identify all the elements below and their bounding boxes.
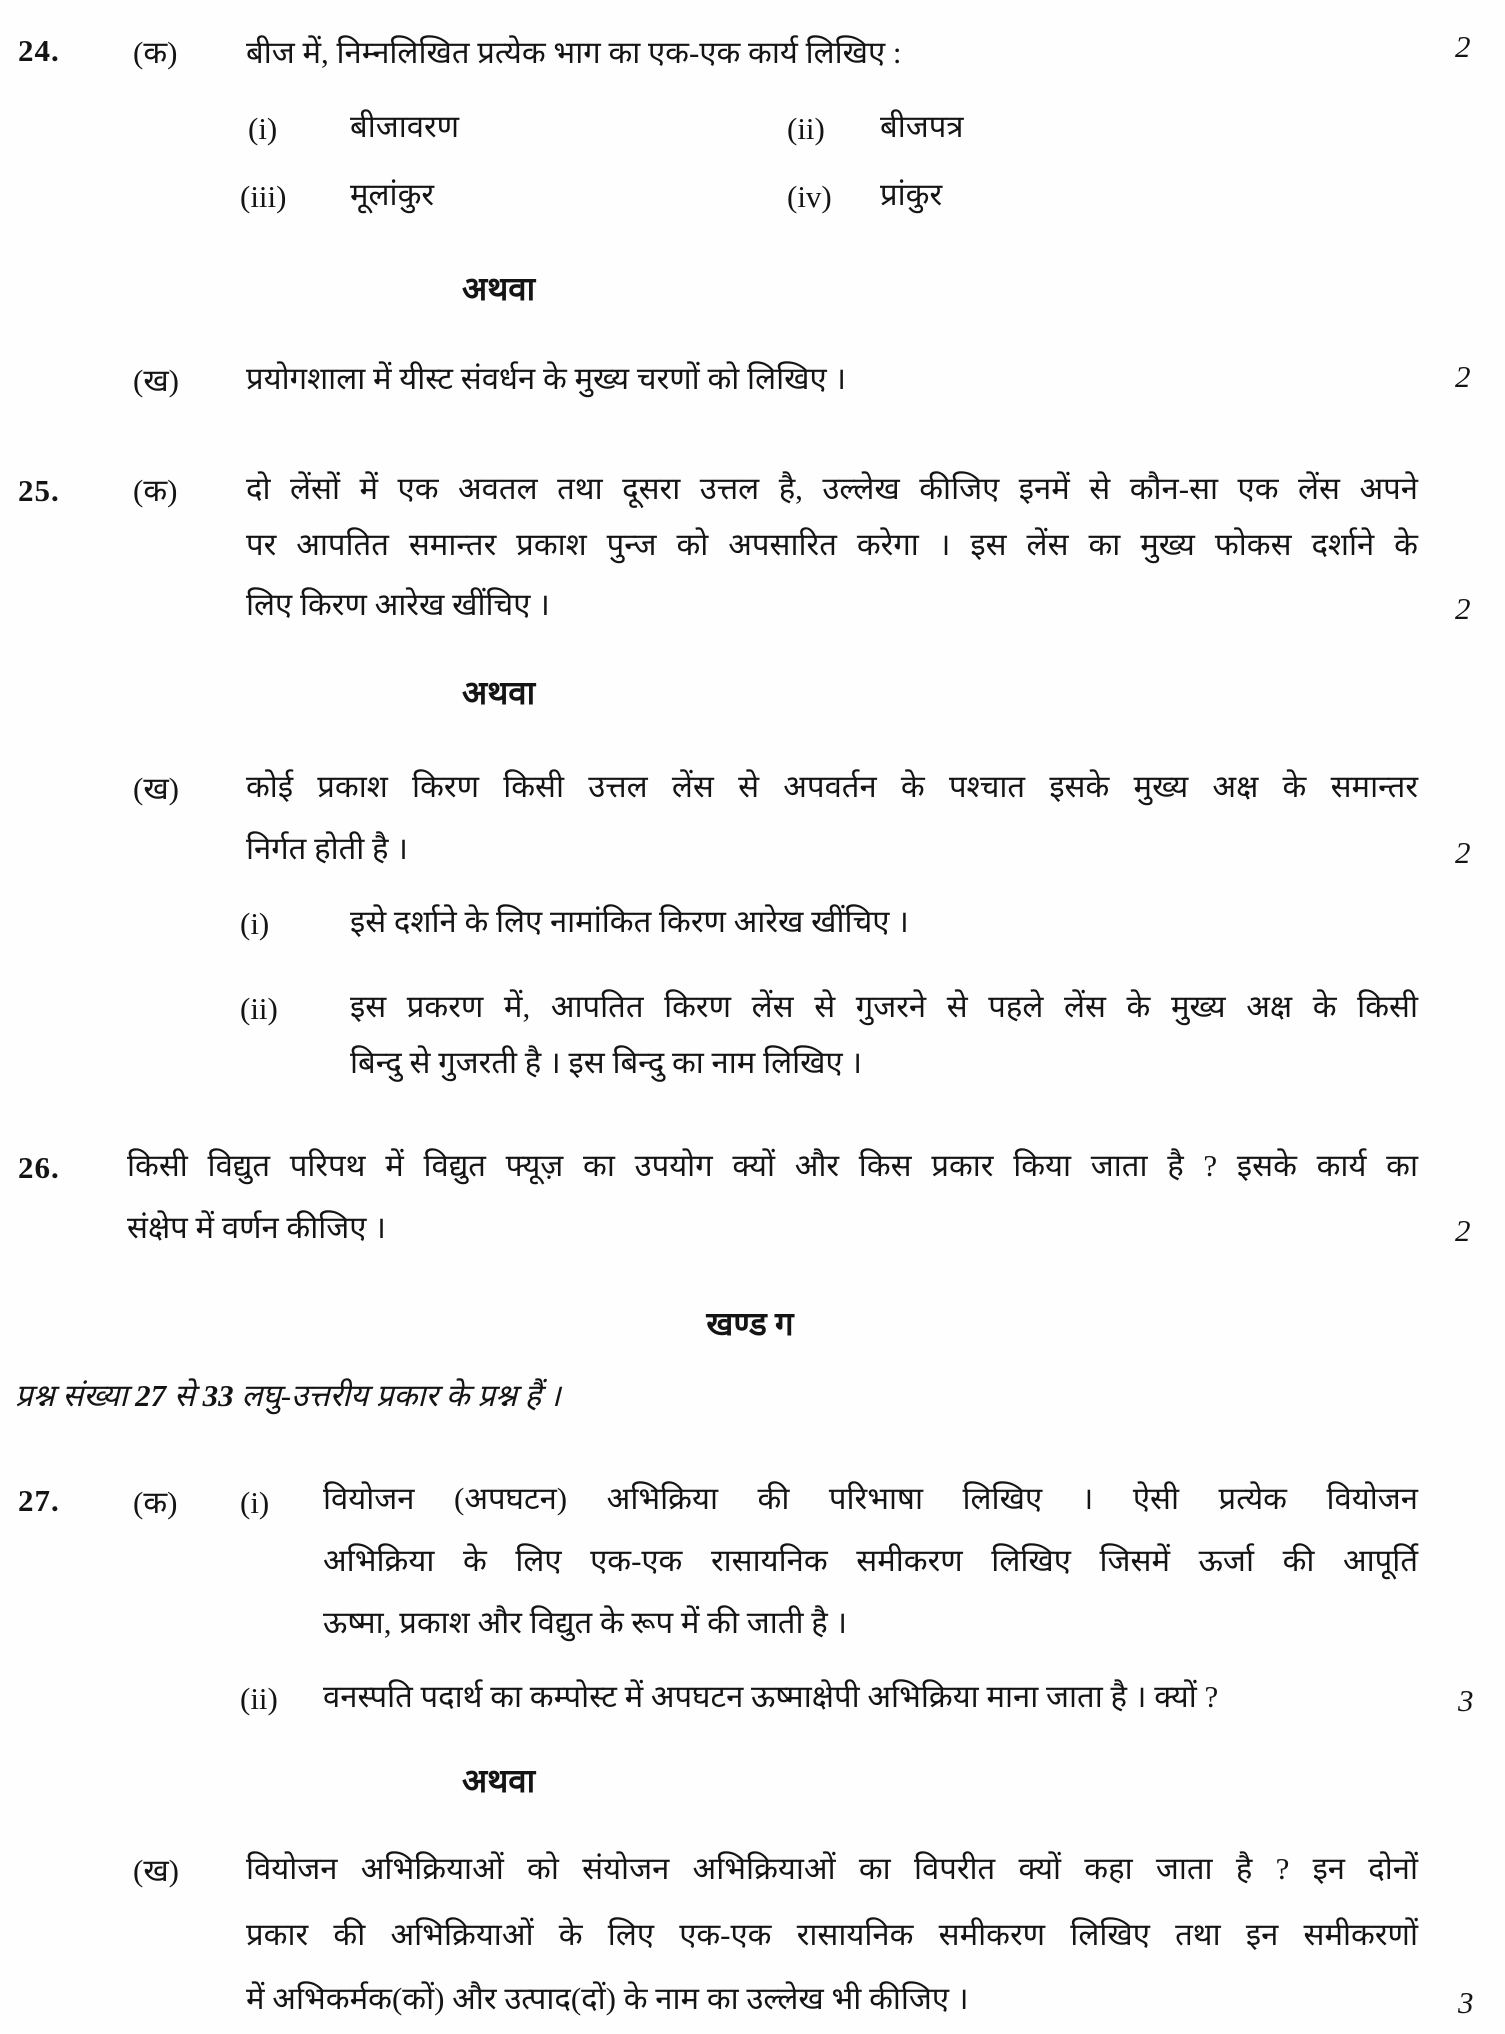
question-24a-text: बीज में, निम्नलिखित प्रत्येक भाग का एक-एक कार्य लिखिए : (246, 35, 902, 70)
section-note (15, 1375, 561, 1417)
question-25a-line3: लिए किरण आरेख खींचिए । (246, 587, 550, 622)
q25b-item-i-text: इसे दर्शाने के लिए नामांकित किरण आरेख खींचिए । (350, 904, 909, 939)
q25b-item-i-label: (i) (240, 906, 270, 941)
question-27b-line3: में अभिकर्मक(कों) और उत्पाद(दों) के नाम का उल्लेख भी कीजिए । (246, 1981, 969, 2016)
section-note-num1: 27 (135, 1378, 167, 1413)
question-26-marks: 2 (1455, 1213, 1471, 1248)
q24-or-separator: अथवा (462, 272, 536, 308)
question-25-number: 25. (18, 473, 60, 508)
question-25a-marks: 2 (1455, 591, 1471, 626)
section-note-num2: 33 (202, 1378, 234, 1413)
section-heading: खण्ड ग (706, 1307, 794, 1343)
question-27-number: 27. (18, 1483, 60, 1518)
q24-item-i-label: (i) (248, 111, 278, 146)
q25b-item-ii-line1: इस प्रकरण में, आपतित किरण लेंस से गुजरने से पहले लेंस के मुख्य अक्ष के किसी (350, 989, 1418, 1024)
q27a-item-ii-label: (ii) (240, 1681, 278, 1716)
question-24-number: 24. (18, 33, 60, 68)
question-25a-line2: पर आपतित समान्तर प्रकाश पुन्ज को अपसारित करेगा । इस लेंस का मुख्य फोकस दर्शाने के (246, 527, 1418, 562)
q27b-marks: 3 (1458, 1985, 1474, 2020)
q25-or-separator: अथवा (462, 676, 536, 712)
question-24b-text: प्रयोगशाला में यीस्ट संवर्धन के मुख्य चरणों को लिखिए । (246, 361, 847, 396)
q24-item-iii-label: (iii) (240, 179, 287, 214)
q27a-item-i-line3: ऊष्मा, प्रकाश और विद्युत के रूप में की जाती है । (323, 1605, 848, 1640)
question-27b-line1: वियोजन अभिक्रियाओं को संयोजन अभिक्रियाओं का विपरीत क्यों कहा जाता है ? इन दोनों (246, 1851, 1418, 1886)
q25b-item-ii-label: (ii) (240, 991, 278, 1026)
question-24a-label: (क) (133, 35, 178, 70)
section-note-suffix: लघु-उत्तरीय प्रकार के प्रश्न हैं । (233, 1378, 561, 1413)
question-25b-label: (ख) (133, 771, 180, 806)
q27a-item-i-line2: अभिक्रिया के लिए एक-एक रासायनिक समीकरण लिखिए जिसमें ऊर्जा की आपूर्ति (323, 1543, 1418, 1578)
question-27b-label: (ख) (133, 1853, 180, 1888)
q24-item-ii-text: बीजपत्र (880, 109, 964, 144)
q24-item-iii-text: मूलांकुर (350, 177, 435, 212)
q27a-marks: 3 (1458, 1683, 1474, 1718)
q24-item-ii-label: (ii) (787, 111, 825, 146)
question-27a-label: (क) (133, 1485, 178, 1520)
q24-item-i-text: बीजावरण (350, 109, 460, 144)
q27-or-separator: अथवा (462, 1764, 536, 1800)
question-25a-label: (क) (133, 473, 178, 508)
question-24b-label: (ख) (133, 363, 180, 398)
question-25b-line2: निर्गत होती है । (246, 831, 409, 866)
question-24a-marks: 2 (1455, 29, 1471, 64)
question-25a-line1: दो लेंसों में एक अवतल तथा दूसरा उत्तल है, उल्लेख कीजिए इनमें से कौन-सा एक लेंस अपने (246, 471, 1418, 506)
question-25b-marks: 2 (1455, 835, 1471, 870)
question-26-line2: संक्षेप में वर्णन कीजिए । (127, 1210, 386, 1245)
q27a-item-i-line1: वियोजन (अपघटन) अभिक्रिया की परिभाषा लिखिए । ऐसी प्रत्येक वियोजन (323, 1481, 1418, 1516)
question-25b-line1: कोई प्रकाश किरण किसी उत्तल लेंस से अपवर्तन के पश्चात इसके मुख्य अक्ष के समान्तर (246, 769, 1418, 804)
section-note-mid: से (166, 1378, 203, 1413)
q25b-item-ii-line2: बिन्दु से गुजरती है । इस बिन्दु का नाम लिखिए । (350, 1045, 863, 1080)
q27a-item-ii-text: वनस्पति पदार्थ का कम्पोस्ट में अपघटन ऊष्माक्षेपी अभिक्रिया माना जाता है । क्यों ? (323, 1679, 1219, 1714)
question-26-line1: किसी विद्युत परिपथ में विद्युत फ्यूज़ का उपयोग क्यों और किस प्रकार किया जाता है ? इसके कार्य का (127, 1148, 1418, 1183)
section-note-prefix: प्रश्न संख्या (15, 1378, 136, 1413)
q27a-item-i-label: (i) (240, 1485, 270, 1520)
q24-item-iv-text: प्रांकुर (880, 177, 943, 212)
q24-item-iv-label: (iv) (787, 179, 832, 214)
question-27b-line2: प्रकार की अभिक्रियाओं के लिए एक-एक रासायनिक समीकरण लिखिए तथा इन समीकरणों (246, 1917, 1418, 1952)
question-26-number: 26. (18, 1150, 60, 1185)
question-24b-marks: 2 (1455, 359, 1471, 394)
